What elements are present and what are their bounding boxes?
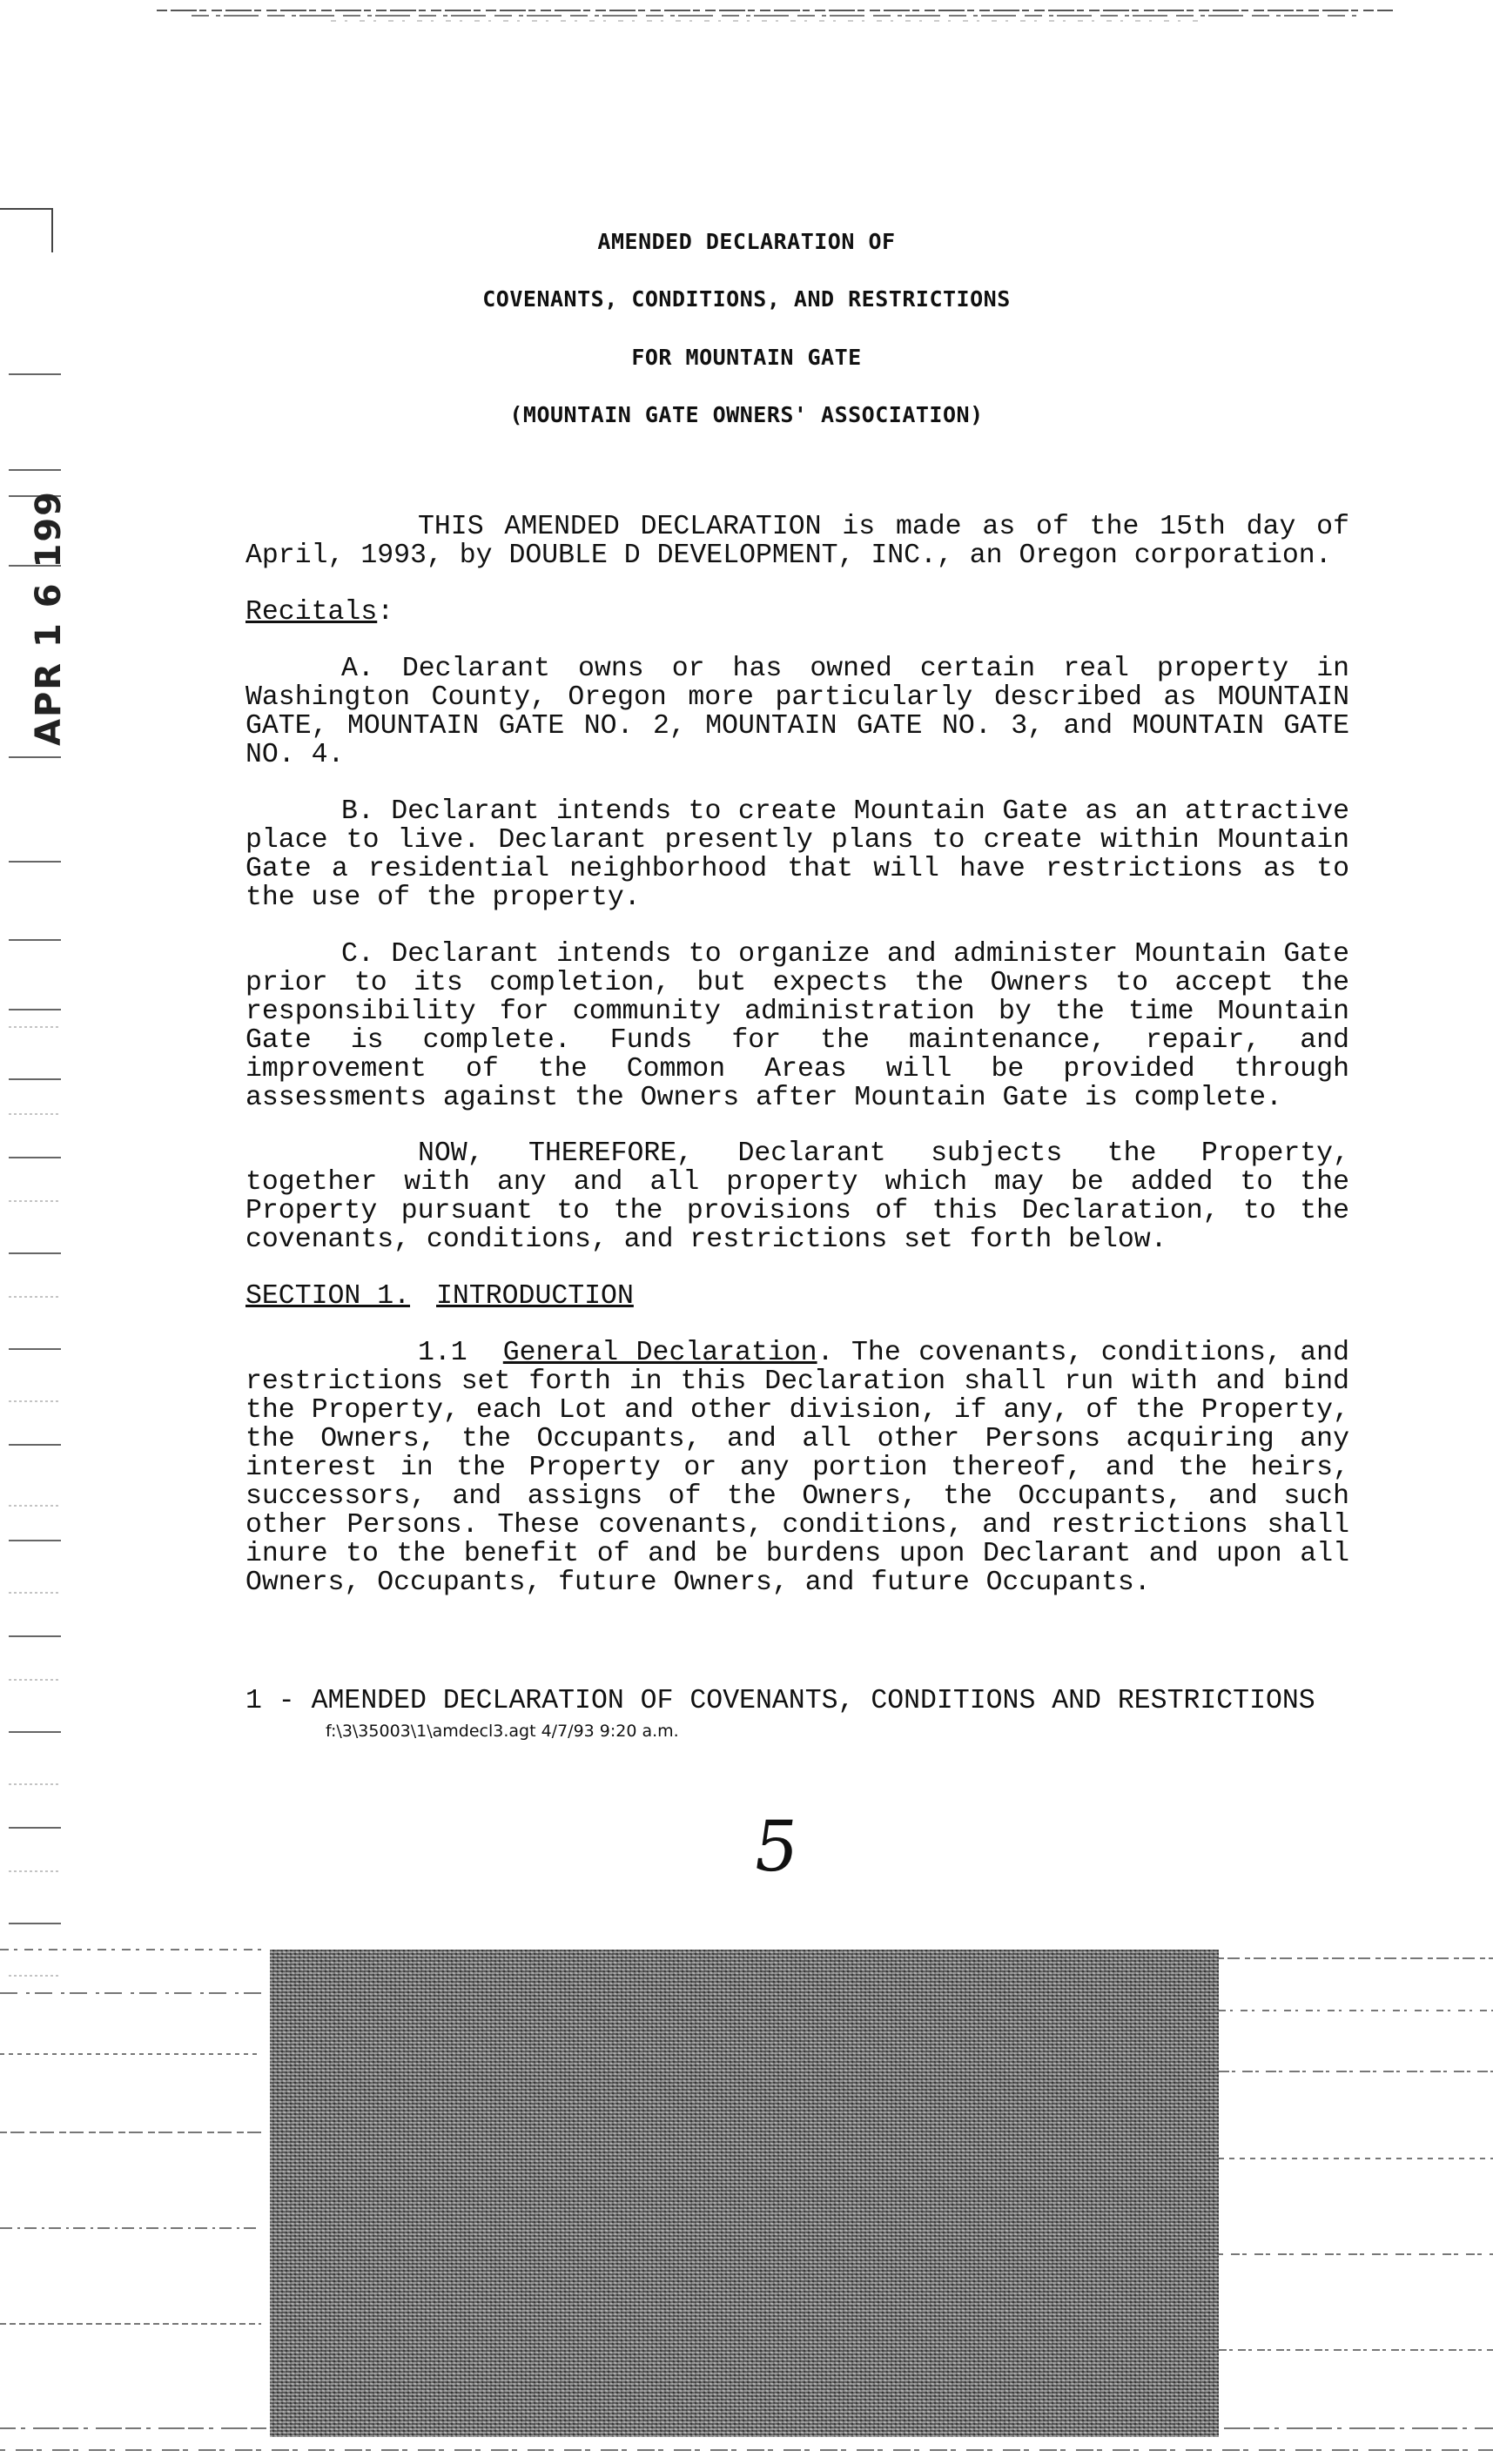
scan-noise-block [270,1950,1219,2437]
recital-b-text: B. Declarant intends to create Mountain Gate as an attractive place to live. Declarant presently plans to create within Mountain Gate a residential neighborhood that will have restrictions as to the use of the property. [245,796,1349,913]
now-therefore-text: NOW, THEREFORE, Declarant subjects the Property, together with any and all property which may be added to the Property pursuant to the provisions of this Declaration, to the covenants, conditions, and restrictions set forth below. [245,1138,1349,1255]
stamp-text: APR 1 6 199 [29,489,70,747]
intro-paragraph [245,513,1349,570]
recital-a-text: A. Declarant owns or has owned certain real property in Washington County, Oregon more particularly described as MOUNTAIN GATE, MOUNTAIN GATE NO. 2, MOUNTAIN GATE NO. 3, and MOUNTAIN GATE NO. 4. [245,654,1349,770]
title-line-3: FOR MOUNTAIN GATE [631,345,862,370]
received-date-stamp [23,487,75,749]
recitals-heading-colon: : [377,597,394,628]
title-line-2: COVENANTS, CONDITIONS, AND RESTRICTIONS [482,286,1011,312]
recital-c-text: C. Declarant intends to organize and administer Mountain Gate prior to its completion, but expects the Owners to accept the responsibility for community administration by the time Mountain Gate is complete. Funds for the maintenance, repair, and improvement of the Common Areas will be provided through assessments against the Owners after Mountain Gate is complete. [245,939,1349,1113]
page-footer: 1 - AMENDED DECLARATION OF COVENANTS, CONDITIONS AND RESTRICTIONS [245,1686,1315,1716]
recitals-heading-label: Recitals [245,597,378,628]
recital-c [245,940,1349,1112]
scan-noise-left-margin [0,200,70,2028]
section-1-1-title: General Declaration [502,1338,817,1368]
title-line-1: AMENDED DECLARATION OF [597,229,896,254]
title-line-4: (MOUNTAIN GATE OWNERS' ASSOCIATION) [509,402,984,427]
scan-noise-top [157,3,1393,30]
now-therefore-paragraph [245,1139,1349,1254]
handwritten-page-mark: 5 [748,1806,804,1887]
section-1-1-text: . The covenants, conditions, and restrictions set forth in this Declaration shall run with and bind the Property, each Lot and other division, if any, of the Property, the Owners, the Occupants, and all other Persons acquiring any interest in the Property or any portion thereof, and the heirs, successors, and assigns of the Owners, the Occupants, and such other Persons. These covenants, conditions, and restrictions shall inure to the benefit of and be burdens upon Declarant and upon all Owners, Occupants, future Owners, and future Occupants. [245,1338,1349,1598]
recital-b [245,797,1349,912]
recital-a [245,655,1349,769]
section-1-title: INTRODUCTION [436,1281,634,1312]
section-1-number: SECTION 1. [245,1281,411,1312]
recitals-heading [245,598,393,627]
intro-text: THIS AMENDED DECLARATION is made as of the 15th day of April, 1993, by DOUBLE D DEVELOPMENT, INC., an Oregon corporation. [245,512,1349,571]
file-reference: f:\3\35003\1\amdecl3.agt 4/7/93 9:20 a.m. [326,1722,679,1741]
section-1-heading [245,1282,634,1311]
section-1-1-paragraph [245,1339,1349,1597]
section-1-1-number: 1.1 [418,1338,467,1368]
